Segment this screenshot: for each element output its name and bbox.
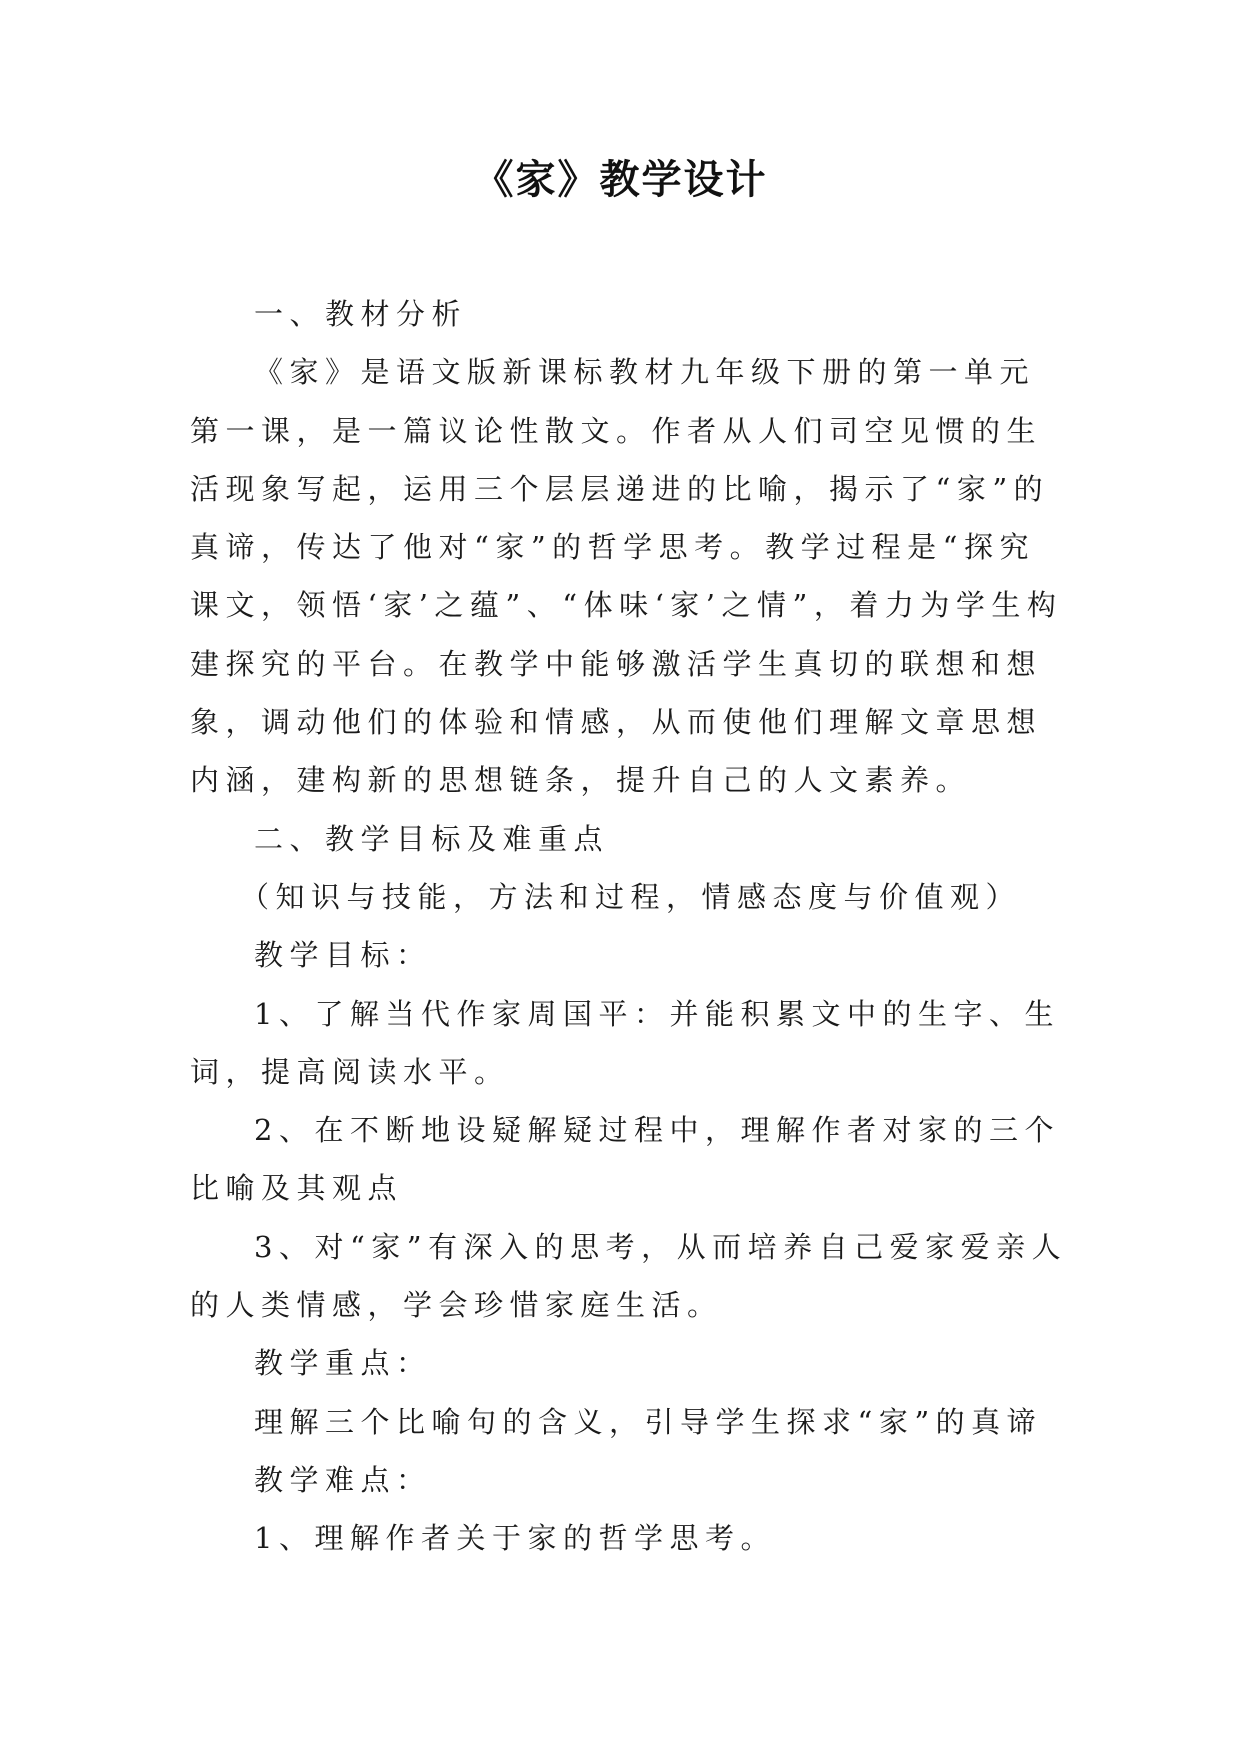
document-title: 《家》教学设计 xyxy=(473,157,768,203)
objective-item-2: 2、在不断地设疑解疑过程中，理解作者对家的三个比喻及其观点 xyxy=(190,1113,1060,1206)
paragraph-textbook-analysis: 《家》是语文版新课标教材九年级下册的第一单元第一课，是一篇议论性散文。作者从人们司空见惯的生活现象写起，运用三个层层递进的比喻，揭示了“家”的真谛，传达了他对“家”的哲学思考。教学过程是“探究课文，领悟‘家’之蕴”、“体味‘家’之情”，着力为学生构建探究的平台。在教学中能够激活学生真切的联想和想象，调动他们的体验和情感，从而使他们理解文章思想内涵，建构新的思想链条，提升自己的人文素养。 xyxy=(190,355,1063,798)
subheading-teaching-objectives: 教学目标： xyxy=(254,938,432,973)
key-point-text: 理解三个比喻句的含义，引导学生探求“家”的真谛 xyxy=(254,1404,1043,1439)
section-heading-textbook-analysis: 一、教材分析 xyxy=(254,297,468,331)
objective-item-3: 3、对“家”有深入的思考，从而培养自己爱家爱亲人的人类情感，学会珍惜家庭生活。 xyxy=(190,1229,1068,1323)
objective-item-1: 1、了解当代作家周国平：并能积累文中的生字、生词，提高阅读水平。 xyxy=(190,996,1060,1089)
difficulty-item-1: 1、理解作者关于家的哲学思考。 xyxy=(254,1521,776,1556)
section-heading-objectives: 二、教学目标及难重点 xyxy=(254,821,610,856)
subheading-key-points: 教学重点： xyxy=(254,1346,432,1381)
subheading-difficulties: 教学难点： xyxy=(254,1462,432,1497)
paragraph-objective-dimensions: （知识与技能，方法和过程，情感态度与价值观） xyxy=(240,879,1022,914)
document-body xyxy=(190,285,1070,1568)
